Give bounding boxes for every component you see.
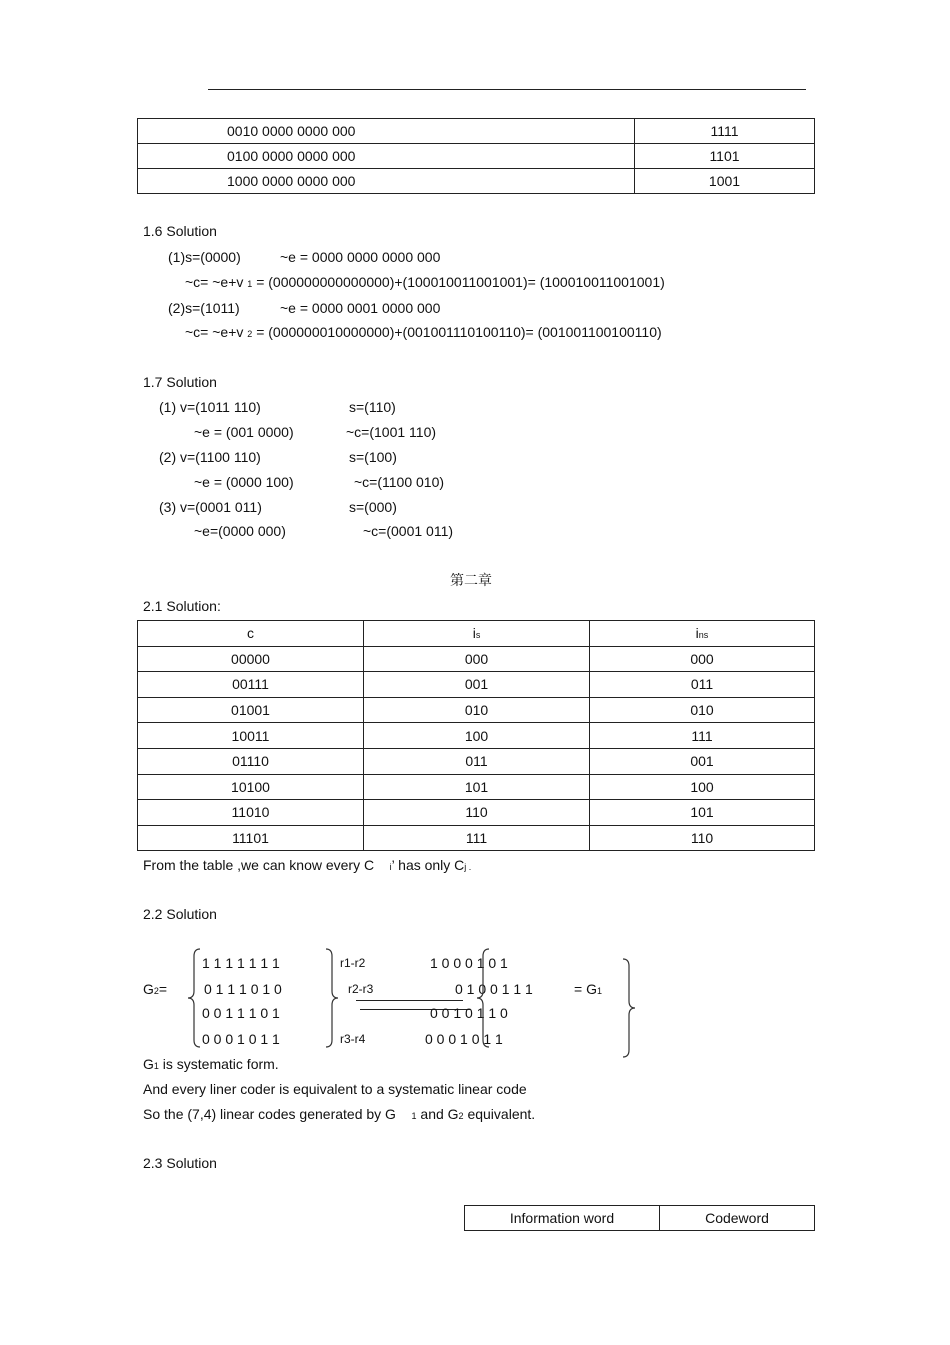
table-header-row: [138, 621, 815, 647]
text: (1)s=(0000): [168, 249, 241, 265]
header-ins: [590, 621, 815, 647]
table-row: [138, 697, 815, 723]
text: = (000000010000000)+(001001110100110)= (001001100100110): [256, 324, 662, 340]
table-cell: 010: [364, 697, 590, 723]
table-cell: 1111: [635, 119, 815, 144]
subscript: j .: [464, 862, 472, 872]
text: ~c=(0001 011): [363, 523, 454, 539]
heading-1-7: 1.7 Solution: [143, 374, 217, 390]
table-cell: 0010 0000 0000 000: [138, 119, 635, 144]
right-brace: [622, 958, 636, 1058]
matrix-row: 1 1 1 1 1 1 1: [202, 955, 280, 971]
table-row: [138, 119, 815, 144]
text: s=(000): [349, 499, 397, 515]
matrix-row: 0 0 0 1 0 1 1: [425, 1031, 503, 1047]
table-row: [138, 672, 815, 698]
subscript: 2: [153, 986, 159, 996]
table-cell: 100: [364, 723, 590, 749]
arrow-line: [356, 1000, 463, 1001]
header-information-word: Information word: [465, 1206, 660, 1231]
subscript: 2: [247, 329, 253, 339]
table-row: [138, 169, 815, 194]
text: equivalent.: [463, 1106, 536, 1122]
text: ~e=(0000 000): [194, 523, 286, 539]
code-table: [137, 620, 815, 851]
text: and G: [416, 1106, 459, 1122]
text: ~e = 0000 0001 0000 000: [280, 300, 441, 316]
heading-2-3: 2.3 Solution: [143, 1155, 217, 1171]
table-cell: 10100: [138, 774, 364, 800]
table-cell: 110: [590, 825, 815, 851]
text: is systematic form.: [158, 1056, 279, 1072]
header-c: c: [138, 621, 364, 647]
table-cell: 011: [364, 748, 590, 774]
table-cell: 1101: [635, 144, 815, 169]
paragraph: [143, 1106, 535, 1124]
subscript: 1: [596, 986, 602, 996]
subscript: 1: [247, 279, 253, 289]
text: i: [472, 625, 476, 642]
table-cell: 001: [590, 748, 815, 774]
g1-label: [574, 981, 602, 999]
table-cell: 10011: [138, 723, 364, 749]
text: (2) v=(1100 110): [159, 449, 261, 465]
matrix-row: 0 0 0 1 0 1 1: [202, 1031, 280, 1047]
table-row: [138, 748, 815, 774]
table-note: [143, 857, 471, 875]
table-cell: 00000: [138, 646, 364, 672]
subscript: 1: [411, 1111, 417, 1121]
matrix-row: 1 0 0 0 1 0 1: [430, 955, 508, 971]
table-cell: 010: [590, 697, 815, 723]
text: ~e = (0000 100): [194, 474, 294, 490]
table-cell: 1001: [635, 169, 815, 194]
subscript: ns: [698, 630, 709, 641]
table-row: [138, 144, 815, 169]
matrix-row: 0 0 1 1 1 0 1: [202, 1005, 280, 1021]
text: ~c= ~e+v: [185, 324, 244, 340]
table-row: [138, 774, 815, 800]
left-brace: [476, 948, 490, 1048]
table-cell: 11010: [138, 800, 364, 826]
text: = (000000000000000)+(100010011001001)= (100010011001001): [256, 274, 665, 290]
text: G: [143, 1056, 154, 1072]
text: So the (7,4) linear codes generated by G: [143, 1106, 396, 1122]
text: ~c=(1001 110): [346, 424, 437, 440]
table-cell: 100: [590, 774, 815, 800]
heading-1-6: 1.6 Solution: [143, 223, 217, 239]
text: i: [695, 625, 699, 642]
table-cell: 01001: [138, 697, 364, 723]
text: = G: [574, 981, 597, 997]
table-cell: 01110: [138, 748, 364, 774]
heading-2-1: 2.1 Solution:: [143, 598, 221, 614]
matrix-row: 0 1 0 0 1 1 1: [455, 981, 533, 997]
text-line: [185, 324, 662, 342]
text: ~c= ~e+v: [185, 274, 244, 290]
table-row: [138, 800, 815, 826]
table-row: [138, 723, 815, 749]
table-cell: 111: [364, 825, 590, 851]
table-cell: 00111: [138, 672, 364, 698]
chapter-title: 第二章: [450, 573, 492, 589]
subscript: 1: [153, 1061, 159, 1071]
text: ~e = (001 0000): [194, 424, 294, 440]
text: (2)s=(1011): [168, 300, 240, 316]
text: =: [158, 981, 168, 997]
left-brace: [187, 948, 201, 1048]
text: ~e = 0000 0000 0000 000: [280, 249, 441, 265]
heading-2-2: 2.2 Solution: [143, 906, 217, 922]
paragraph: And every liner coder is equivalent to a systematic linear code: [143, 1081, 527, 1097]
text: (3) v=(0001 011): [159, 499, 262, 515]
text: From the table ,we can know every C: [143, 857, 375, 873]
subscript: 2: [458, 1111, 464, 1121]
right-brace: [325, 948, 339, 1048]
text: G: [143, 981, 154, 997]
table-row: [138, 646, 815, 672]
table-cell: 101: [590, 800, 815, 826]
row-operation: r3-r4: [340, 1032, 366, 1046]
text: ~c=(1100 010): [354, 474, 445, 490]
table-cell: 101: [364, 774, 590, 800]
table-row: [138, 825, 815, 851]
text-line: [185, 274, 665, 292]
table-cell: 000: [364, 646, 590, 672]
table-cell: 0100 0000 0000 000: [138, 144, 635, 169]
header-codeword: Codeword: [660, 1206, 815, 1231]
table-cell: 1000 0000 0000 000: [138, 169, 635, 194]
table-cell: 000: [590, 646, 815, 672]
table-cell: 11101: [138, 825, 364, 851]
text: s=(110): [349, 399, 396, 415]
matrix-row: 0 0 1 0 1 1 0: [430, 1005, 508, 1021]
g2-label: [143, 981, 167, 999]
row-operation: r1-r2: [340, 956, 366, 970]
row-operation: r2-r3: [348, 982, 374, 996]
codeword-table: [464, 1205, 815, 1231]
subscript: s: [475, 630, 481, 641]
table-header-row: [465, 1206, 815, 1231]
subscript: i: [389, 862, 392, 872]
syndrome-table: [137, 118, 815, 194]
table-cell: 110: [364, 800, 590, 826]
table-cell: 011: [590, 672, 815, 698]
matrix-row: 0 1 1 1 0 1 0: [204, 981, 282, 997]
header-is: [364, 621, 590, 647]
text: (1) v=(1011 110): [159, 399, 261, 415]
text: s=(100): [349, 449, 397, 465]
paragraph: [143, 1056, 279, 1074]
table-cell: 001: [364, 672, 590, 698]
header-rule: [208, 89, 806, 90]
table-cell: 111: [590, 723, 815, 749]
text: ’ has only C: [391, 857, 465, 873]
